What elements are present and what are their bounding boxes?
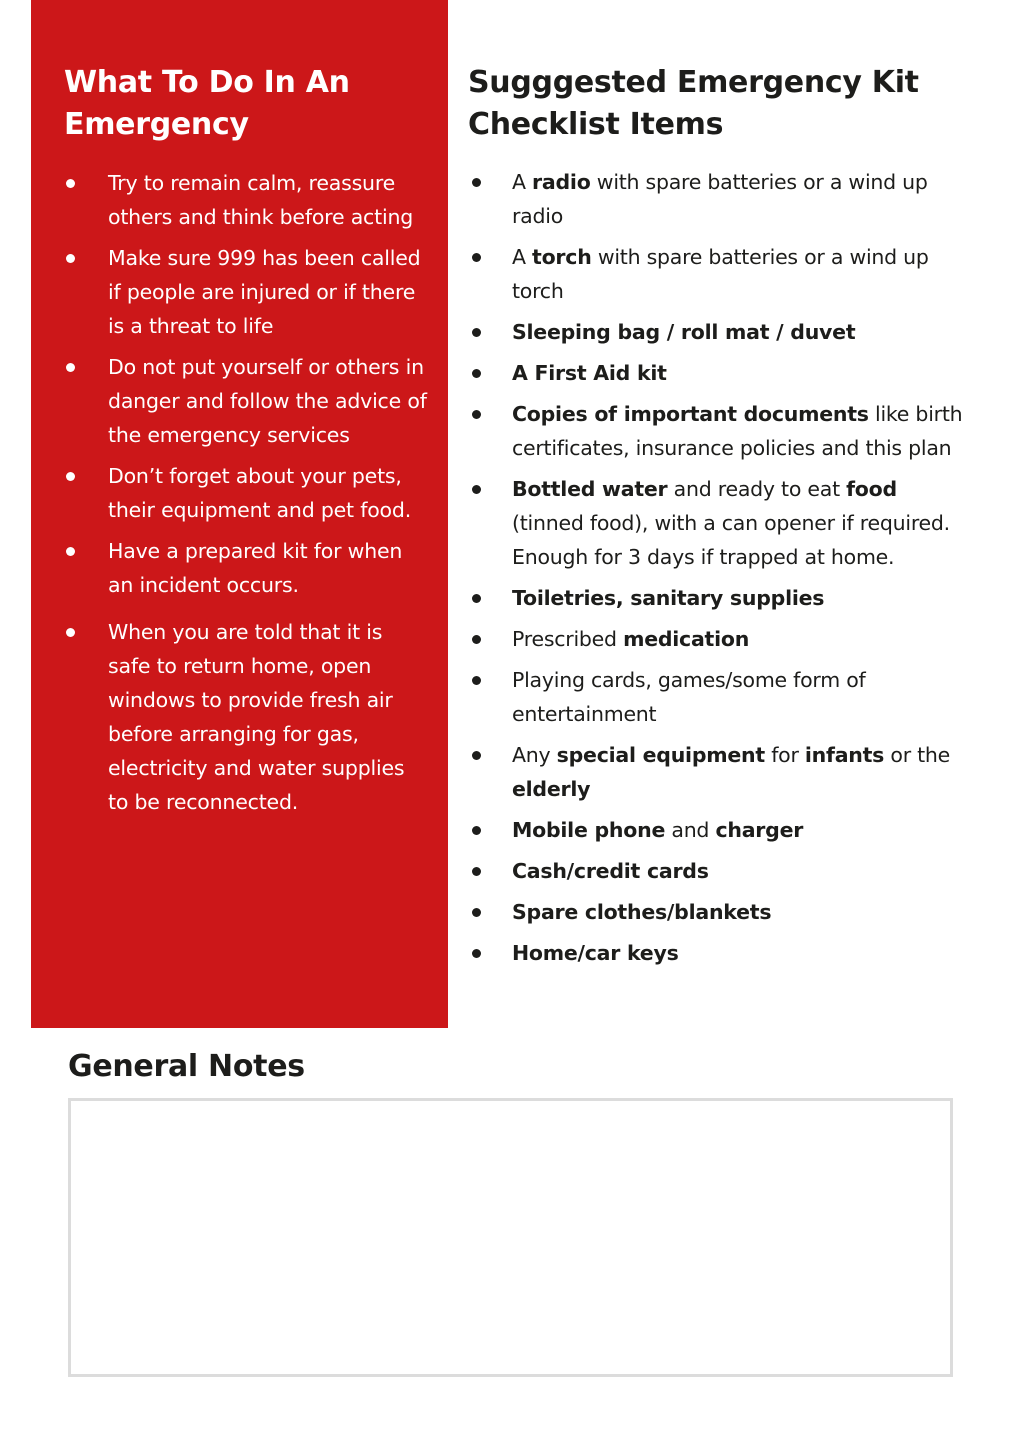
list-item [468,663,968,731]
list-item [468,581,968,615]
list-item-text [512,818,803,842]
bullet-icon [472,485,481,494]
bold-text: Sleeping bag / roll mat / duvet [512,320,856,344]
bold-text: food [846,477,897,501]
text-run: (tinned food), with a can opener if required. Enough for 3 days if trapped at home. [512,511,950,569]
list-item-text [512,402,962,460]
kit-checklist-title: Sugggested Emergency Kit Checklist Items [468,65,919,142]
list-item [468,895,968,929]
list-item [31,241,448,343]
list-item-text [512,586,824,610]
kit-checklist-list [468,165,968,977]
bullet-icon [66,628,75,637]
list-item-text: Do not put yourself or others in danger and follow the advice of the emergency services [108,355,427,447]
bullet-icon [472,676,481,685]
list-item [468,472,968,574]
list-item [468,936,968,970]
list-item-text [512,361,667,385]
list-item-text [512,743,950,801]
bullet-icon [66,254,75,263]
bold-text: A First Aid kit [512,361,667,385]
text-run: A [512,170,533,194]
list-item [468,165,968,233]
bullet-icon [472,328,481,337]
list-item-text: Have a prepared kit for when an incident occurs. [108,539,403,597]
general-notes-box[interactable] [68,1098,953,1377]
list-item [31,615,448,819]
bold-text: radio [532,170,591,194]
list-item [468,622,968,656]
text-run: and ready to eat [667,477,847,501]
bold-text: Home/car keys [512,941,679,965]
bold-text: Cash/credit cards [512,859,709,883]
bullet-icon [66,179,75,188]
emergency-panel-title: What To Do In An Emergency [64,65,350,142]
list-item-text: Make sure 999 has been called if people are injured or if there is a threat to life [108,246,421,338]
list-item [468,854,968,888]
list-item-text [512,477,950,569]
bold-text: Mobile phone [512,818,666,842]
text-run: Prescribed [512,627,624,651]
bullet-icon [472,410,481,419]
list-item-text [512,627,749,651]
list-item-text [512,941,679,965]
bold-text: infants [804,743,885,767]
bullet-icon [472,635,481,644]
list-item [468,397,968,465]
list-item [31,166,448,234]
bullet-icon [66,472,75,481]
list-item-text [512,668,865,726]
bold-text: Copies of important documents [512,402,869,426]
list-item-text [512,245,929,303]
bold-text: Spare clothes/blankets [512,900,772,924]
emergency-panel [31,0,448,1028]
bold-text: torch [532,245,592,269]
list-item [468,738,968,806]
text-run: with spare batteries or a wind up torch [512,245,929,303]
bullet-icon [472,908,481,917]
text-run: for [764,743,805,767]
bullet-icon [472,369,481,378]
list-item-text: Try to remain calm, reassure others and think before acting [108,171,414,229]
bullet-icon [472,867,481,876]
bullet-icon [66,547,75,556]
list-item-text [512,859,709,883]
list-item-text [512,320,855,344]
text-run: like birth certificates, insurance policies and this plan [512,402,963,460]
text-run: and [665,818,716,842]
bullet-icon [472,594,481,603]
list-item [468,315,968,349]
text-run: A [512,245,533,269]
bold-text: special equipment [556,743,765,767]
list-item-text: Don’t forget about your pets, their equipment and pet food. [108,464,412,522]
text-run: Playing cards, games/some form of entertainment [512,668,866,726]
bullet-icon [472,826,481,835]
bullet-icon [472,178,481,187]
bullet-icon [472,751,481,760]
bullet-icon [472,253,481,262]
bullet-icon [66,363,75,372]
list-item-text [512,900,771,924]
list-item [31,350,448,452]
text-run: Any [512,743,557,767]
general-notes-title: General Notes [68,1049,305,1084]
text-run: with spare batteries or a wind up radio [512,170,928,228]
list-item [468,356,968,390]
list-item [31,534,448,602]
bold-text: medication [623,627,750,651]
list-item-text: When you are told that it is safe to return home, open windows to provide fresh air before arranging for gas, electricity and water supplies to be reconnected. [108,620,405,814]
bullet-icon [472,949,481,958]
text-run: or the [884,743,951,767]
bold-text: Bottled water [512,477,668,501]
bold-text: charger [715,818,804,842]
list-item [468,813,968,847]
emergency-steps-list [31,166,448,826]
list-item [31,459,448,527]
list-item-text [512,170,928,228]
bold-text: Toiletries, sanitary supplies [512,586,825,610]
bold-text: elderly [512,777,591,801]
list-item [468,240,968,308]
